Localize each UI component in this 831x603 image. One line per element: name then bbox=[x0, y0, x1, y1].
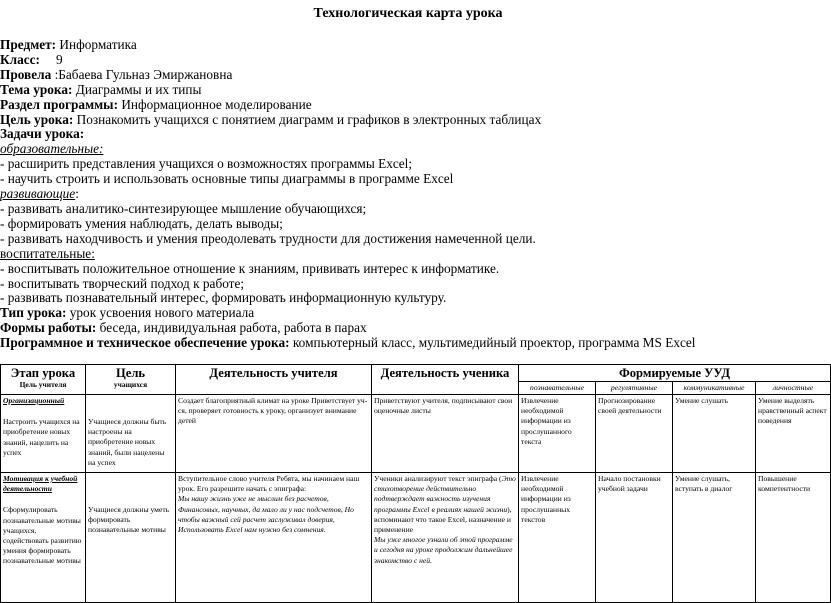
header-goal-label: Цель bbox=[115, 366, 146, 380]
equipment-value: компьютерный класс, мультимедийный проектор, программа MS Excel bbox=[289, 335, 696, 351]
class-line bbox=[0, 53, 816, 68]
table-row bbox=[1, 395, 831, 473]
educational-item: - научить строить и использовать основные типы диаграммы в программе Excel bbox=[0, 171, 454, 187]
upbringing-item: - воспитывать положительное отношение к знаниям, прививать интерес к информатике. bbox=[0, 260, 500, 276]
teacher-cell: Создает благоприятный климат на уроке Приветствует уч-ся, проверяет готовность к уроку, организует внимание детей bbox=[176, 395, 372, 473]
teacher-epigraph: Мы нашу жизнь уже не мыслим без расчетов, Финансовых, научных, да мало ли у нас подсчетов, Но чтобы важный сей расчет заслуживал доверия, Использовать Excel нам нужно без сомнения. bbox=[178, 494, 354, 535]
table-row bbox=[1, 473, 831, 603]
teacher-line bbox=[0, 68, 816, 83]
header-stage-label: Этап урока bbox=[10, 366, 76, 380]
forms-label: Формы работы: bbox=[0, 320, 97, 336]
uud-cognitive-cell: Извлечение необходимой информации из прослушанных текстов bbox=[519, 473, 596, 603]
stage-cell bbox=[1, 473, 86, 603]
equipment-label: Программное и техническое обеспечение урока: bbox=[0, 335, 290, 351]
lesson-type-label: Тип урока: bbox=[0, 305, 67, 321]
goal-text: Учащиеся должны быть настроены на приобретение новых знаний, были нацелены на успех bbox=[88, 417, 167, 467]
uud-cognitive-cell: Извлечение необходимой информации из прослушанного текста bbox=[519, 395, 596, 473]
header-student bbox=[372, 365, 519, 395]
stage-text: Сформулировать познавательные мотивы учащихся, содействовать развитию умения формировать познавательные мотивы bbox=[3, 505, 82, 566]
student-text-b: Это стихотворение действительно подтверждает важность изучения программы Excel в реалиях нашей жизни bbox=[374, 474, 516, 514]
topic-label: Тема урока: bbox=[0, 81, 73, 97]
goal-line bbox=[0, 113, 816, 128]
teacher-intro: Вступительное слово учителя Ребята, мы начинаем наш урок. Его разрешите начать с эпиграфа: bbox=[178, 474, 360, 494]
subject-label: Предмет: bbox=[0, 37, 57, 52]
goal-cell bbox=[86, 473, 176, 603]
stage-title: Мотивация к учебной деятельности bbox=[3, 474, 78, 494]
spacer bbox=[3, 406, 83, 417]
section-line bbox=[0, 98, 816, 113]
header-goal bbox=[86, 365, 176, 395]
header-stage bbox=[1, 365, 86, 395]
goal-text: Учащиеся должны уметь формировать познавательные мотивы bbox=[88, 505, 170, 535]
header-uud-communicative: коммуникативные bbox=[673, 382, 756, 395]
lesson-table bbox=[0, 364, 831, 603]
developmental-label: развивающие bbox=[0, 186, 76, 202]
teacher-value: :Бабаева Гульназ Эмиржановна bbox=[51, 66, 233, 82]
spacer bbox=[88, 474, 173, 505]
lesson-type-value: урок усвоения нового материала bbox=[66, 305, 255, 321]
header-uud-personal: личностные bbox=[756, 382, 831, 395]
uud-regulatory-cell: Прогнозирование своей деятельности bbox=[596, 395, 673, 473]
developmental-item: - развивать находчивость и умения преодолевать трудности для достижения намеченной цели. bbox=[0, 230, 536, 246]
upbringing-label: воспитательные: bbox=[0, 245, 95, 261]
educational-item: - расширить представления учащихся о возможностях программы Excel; bbox=[0, 156, 413, 172]
goal-value: Познакомить учащихся с понятием диаграмм и графиков в электронных таблицах bbox=[73, 111, 542, 127]
student-cell bbox=[372, 473, 519, 603]
spacer bbox=[3, 494, 83, 505]
section-label: Раздел программы: bbox=[0, 96, 118, 112]
lesson-type-line bbox=[0, 306, 816, 321]
educational-label: образовательные: bbox=[0, 141, 104, 157]
topic-value: Диаграммы и их типы bbox=[72, 81, 202, 97]
spacer bbox=[88, 396, 173, 417]
lesson-info bbox=[0, 38, 816, 351]
header-goal-sub: учащихся bbox=[113, 380, 148, 389]
header-teacher-label: Деятельность учителя bbox=[209, 366, 338, 380]
class-value: 9 bbox=[55, 51, 63, 67]
student-cell: Приветствуют учителя, подписывают свои оценочные листы bbox=[372, 395, 519, 473]
header-uud-cognitive: познавательные bbox=[519, 382, 596, 395]
stage-text: Настроить учащихся на приобретение новых знаний, нацелить на успех bbox=[3, 417, 80, 457]
teacher-cell bbox=[176, 473, 372, 603]
table-header-row bbox=[1, 365, 831, 382]
header-teacher bbox=[176, 365, 372, 395]
subject-line bbox=[0, 38, 816, 53]
teacher-label: Провела bbox=[0, 66, 52, 82]
header-stage-sub: Цель учителя bbox=[19, 380, 67, 389]
uud-personal-cell: Умение выделять нравственный аспект поведения bbox=[756, 395, 831, 473]
developmental-colon: : bbox=[75, 186, 79, 202]
goal-cell bbox=[86, 395, 176, 473]
student-text-c: ), вспоминают что такое Excel, назначение и применение bbox=[374, 504, 512, 535]
stage-cell bbox=[1, 395, 86, 473]
upbringing-item: - развивать познавательный интерес, формировать информационную культуру. bbox=[0, 290, 447, 306]
developmental-item: - развивать аналитико-синтезирующее мышление обучающихся; bbox=[0, 200, 367, 216]
header-student-label: Деятельность ученика bbox=[380, 366, 510, 380]
stage-title: Организационный bbox=[3, 396, 65, 405]
topic-line bbox=[0, 83, 816, 98]
header-uud bbox=[519, 365, 831, 382]
uud-personal-cell: Повышение компетентности bbox=[756, 473, 831, 603]
forms-value: беседа, индивидуальная работа, работа в парах bbox=[96, 320, 367, 336]
class-label: Класс: bbox=[0, 51, 40, 67]
student-text-a: Ученики анализируют текст эпиграфа ( bbox=[374, 474, 502, 483]
section-value: Информационное моделирование bbox=[118, 96, 312, 112]
developmental-item: - формировать умения наблюдать, делать выводы; bbox=[0, 215, 283, 231]
equipment-line bbox=[0, 336, 816, 351]
tasks-label: Задачи урока: bbox=[0, 126, 85, 142]
forms-line bbox=[0, 321, 816, 336]
uud-communicative-cell: Умение слушать, вступать в диалог bbox=[673, 473, 756, 603]
uud-communicative-cell: Умение слушать bbox=[673, 395, 756, 473]
student-text-d: Мы уже многое узнали об этой программе и сегодня на уроке продолжим дальнейшее знакомство с ней. bbox=[374, 535, 513, 565]
header-uud-regulatory: регулятивные bbox=[596, 382, 673, 395]
upbringing-item: - воспитывать творческий подход к работе; bbox=[0, 275, 245, 291]
developmental-line bbox=[0, 187, 816, 202]
goal-label: Цель урока: bbox=[0, 111, 74, 127]
page-title: Технологическая карта урока bbox=[313, 6, 503, 21]
uud-regulatory-cell: Начало постановки учебной задачи bbox=[596, 473, 673, 603]
header-uud-label: Формируемые УУД bbox=[618, 366, 731, 380]
subject-value: Информатика bbox=[56, 37, 137, 52]
